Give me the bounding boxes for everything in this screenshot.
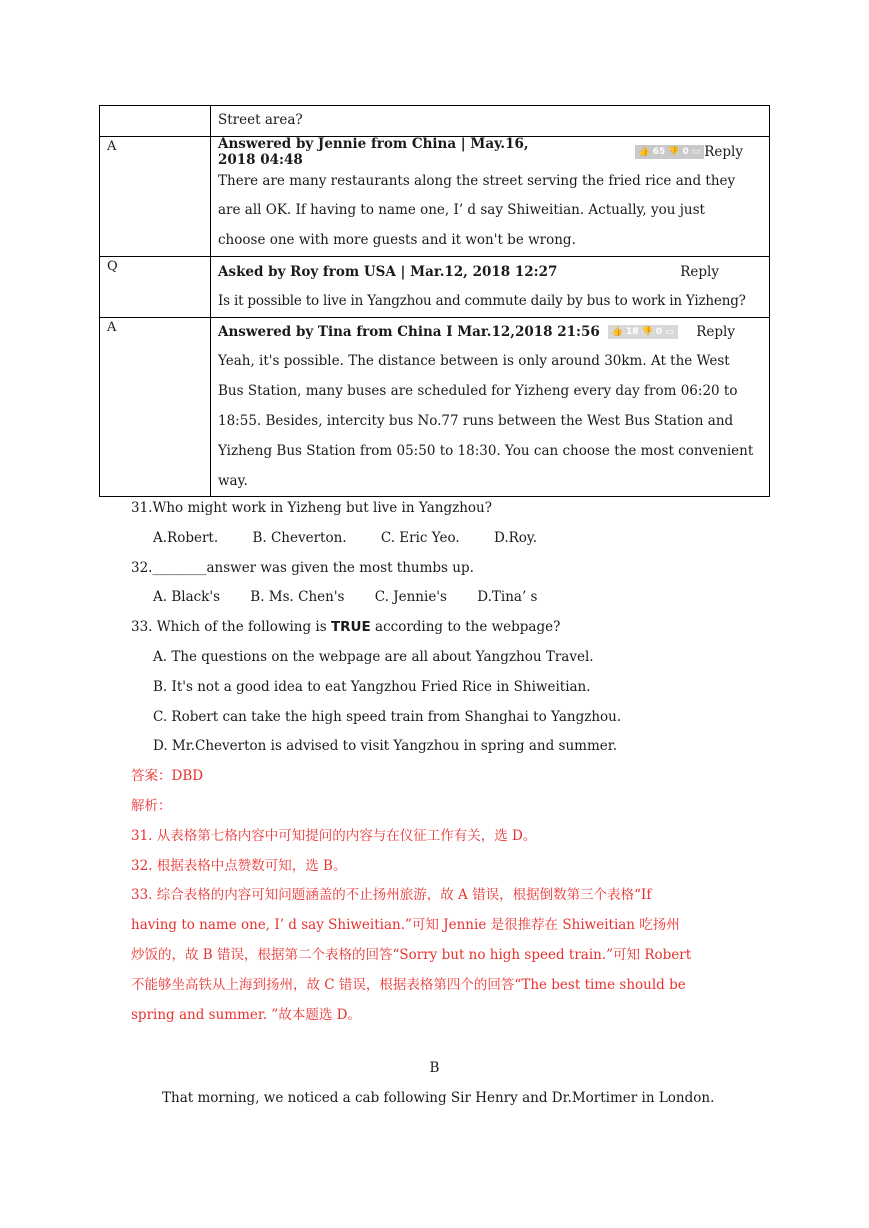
question-header: [218, 257, 763, 287]
answer-header: [218, 318, 763, 348]
question-33-stem-pre: 33. Which of the following is: [131, 619, 331, 636]
answer-line: Yizheng Bus Station from 05:50 to 18:30. You can choose the most convenient: [218, 442, 754, 459]
table-row: [100, 317, 770, 497]
question-31-options: [131, 524, 771, 554]
table-row: [100, 106, 770, 137]
row-label: A: [100, 136, 211, 256]
thumbs-down-icon: 👎: [641, 327, 653, 338]
row-label: Q: [100, 256, 211, 317]
reply-link[interactable]: Reply: [696, 324, 735, 341]
answer-author: Answered by Tina from China I Mar.12,2018 21:56: [218, 324, 600, 341]
thumbs-down-count: 0: [655, 327, 663, 338]
question-32-options: [131, 583, 771, 613]
comment-icon: ▭: [665, 327, 674, 338]
answer-line: way.: [218, 472, 248, 489]
question-33-emphasis: TRUE: [330, 619, 371, 636]
analysis-line: 32. 根据表格中点赞数可知，选 B。: [131, 857, 347, 874]
question-author: Asked by Roy from USA | Mar.12, 2018 12:27: [218, 263, 558, 280]
answer-key: 答案：DBD: [131, 768, 204, 785]
thumbs-down-count: 0: [682, 146, 689, 157]
answer-line: choose one with more guests and it won't be wrong.: [218, 232, 576, 249]
analysis-line: spring and summer. ”故本题选 D。: [131, 1006, 361, 1023]
option: A.Robert.: [153, 529, 219, 546]
table-row: [100, 256, 770, 317]
question-31-stem: 31.Who might work in Yizheng but live in Yangzhou?: [131, 500, 492, 516]
analysis-label: 解析：: [131, 797, 172, 814]
reply-link[interactable]: Reply: [704, 143, 743, 160]
qa-table: [99, 105, 770, 497]
comment-icon: ▭: [691, 146, 701, 157]
analysis-line: 31. 从表格第七格内容中可知提问的内容与在仪征工作有关，选 D。: [131, 827, 537, 844]
thumbs-up-count: 18: [626, 327, 639, 338]
section-first-line: That morning, we noticed a cab following Sir Henry and Dr.Mortimer in London.: [162, 1090, 715, 1106]
row-label: A: [100, 317, 211, 497]
option: B. It's not a good idea to eat Yangzhou Fried Rice in Shiweitian.: [153, 678, 591, 695]
thumbs-up-icon: 👍: [638, 146, 650, 157]
analysis-line: 炒饭的，故 B 错误，根据第二个表格的回答“Sorry but no high speed train.”可知 Robert: [131, 946, 692, 963]
option: B. Ms. Chen's: [250, 589, 345, 606]
thumbs-up-icon: 👍: [611, 327, 624, 338]
answer-line: Bus Station, many buses are scheduled for Yizheng every day from 06:20 to: [218, 383, 738, 400]
question-33-stem-post: according to the webpage?: [370, 619, 561, 636]
analysis-line: 33. 综合表格的内容可知问题涵盖的不止扬州旅游，故 A 错误，根据倒数第三个表格“If: [131, 887, 652, 904]
question-list: [131, 494, 771, 1030]
option: C. Eric Yeo.: [380, 529, 460, 546]
thumbs-up-count: 65: [652, 146, 666, 157]
option: A. Black's: [153, 589, 220, 606]
reply-link[interactable]: Reply: [680, 263, 719, 280]
option: D.Roy.: [493, 529, 538, 546]
answer-line: 18:55. Besides, intercity bus No.77 runs between the West Bus Station and: [218, 412, 734, 429]
question-33-stem: [131, 613, 771, 643]
question-line: Is it possible to live in Yangzhou and commute daily by bus to work in Yizheng?: [218, 292, 746, 309]
answer-line: are all OK. If having to name one, I’ d say Shiweitian. Actually, you just: [218, 202, 705, 219]
thumbs-down-icon: 👎: [668, 146, 680, 157]
vote-badge[interactable]: [635, 145, 705, 159]
analysis-line: having to name one, I’ d say Shiweitian.”可知 Jennie 是很推荐在 Shiweitian 吃扬州: [131, 917, 680, 934]
answer-header: [218, 137, 763, 167]
option: C. Robert can take the high speed train from Shanghai to Yangzhou.: [153, 708, 622, 725]
question-32-stem: 32.________answer was given the most thumbs up.: [131, 559, 474, 576]
answer-author: Answered by Jennie from China | May.16, 2018 04:48: [218, 135, 529, 168]
option: A. The questions on the webpage are all about Yangzhou Travel.: [153, 648, 594, 665]
section-heading: B: [429, 1060, 440, 1076]
table-row: [100, 136, 770, 256]
row-label: [100, 106, 211, 137]
option: D.Tina’ s: [477, 589, 538, 606]
answer-line: Yeah, it's possible. The distance between is only around 30km. At the West: [218, 353, 730, 370]
analysis-line: 不能够坐高铁从上海到扬州，故 C 错误，根据表格第四个的回答“The best time should be: [131, 976, 686, 993]
option: C. Jennie's: [374, 589, 447, 606]
vote-badge[interactable]: [608, 325, 678, 339]
question-text: Street area?: [218, 112, 303, 128]
answer-line: There are many restaurants along the street serving the fried rice and they: [218, 172, 736, 189]
option: B. Cheverton.: [252, 529, 347, 546]
option: D. Mr.Cheverton is advised to visit Yangzhou in spring and summer.: [153, 738, 617, 755]
